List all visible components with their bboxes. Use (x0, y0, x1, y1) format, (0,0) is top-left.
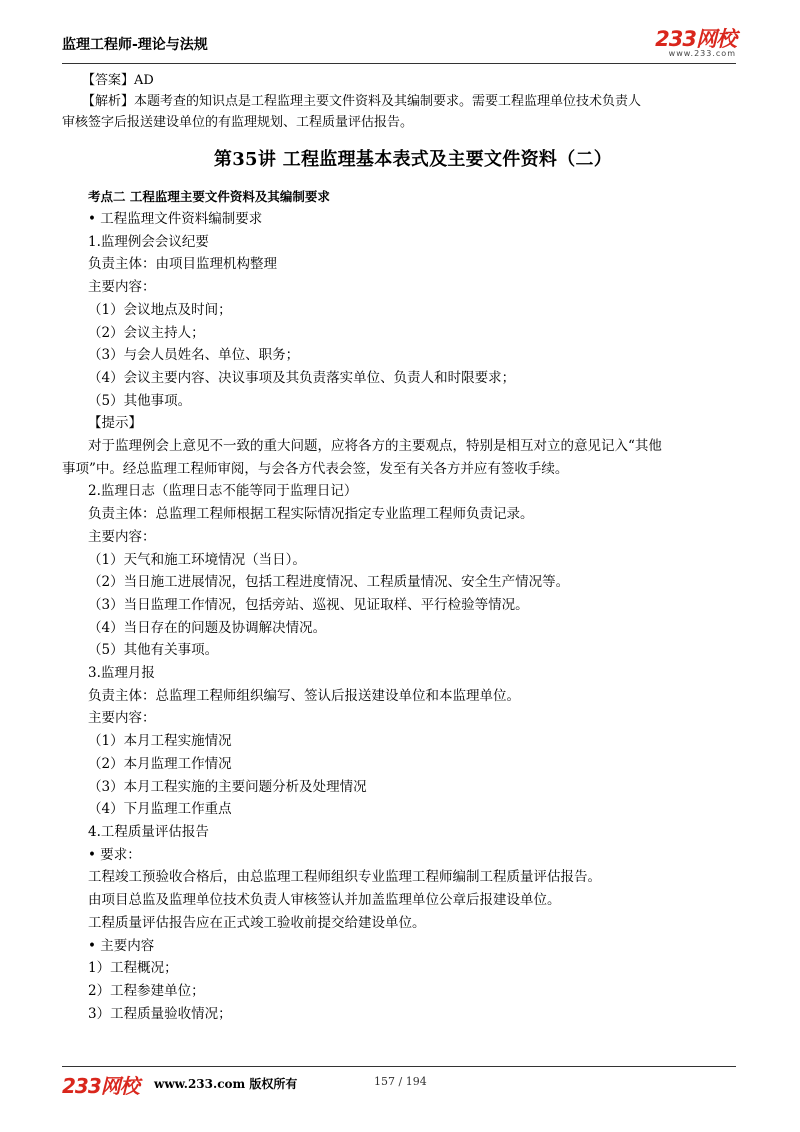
body-line: （2）本月监理工作情况 (88, 755, 232, 772)
body-line: （3）与会人员姓名、单位、职务； (88, 347, 300, 364)
body-line: 4.工程质量评估报告 (88, 823, 209, 840)
header-divider (62, 63, 736, 64)
body-line: （1）会议地点及时间； (88, 301, 232, 318)
body-line: • 要求： (88, 846, 141, 863)
body-line: 1.监理例会会议纪要 (88, 233, 209, 250)
body-line: （3）本月工程实施的主要问题分析及处理情况 (88, 778, 367, 795)
footer-copyright: www.233.com 版权所有 (154, 1077, 298, 1091)
chapter-title: 第35讲 工程监理基本表式及主要文件资料（二） (213, 149, 613, 170)
body-text (62, 208, 738, 1025)
body-line: （5）其他有关事项。 (88, 642, 219, 659)
body-line: （4）下月监理工作重点 (88, 801, 232, 818)
body-line: 主要内容： (88, 279, 156, 296)
header-title: 监理工程师-理论与法规 (62, 37, 208, 53)
logo-url: www.233.com (668, 49, 736, 58)
body-line: 主要内容： (88, 710, 156, 727)
tip-label: 【提示】 (88, 415, 142, 432)
page-header (62, 28, 736, 62)
footer-divider (62, 1066, 736, 1067)
analysis-line: 【解析】本题考查的知识点是工程监理主要文件资料及其编制要求。需要工程监理单位技术负责人 (82, 94, 642, 109)
body-line: （4）当日存在的问题及协调解决情况。 (88, 619, 327, 636)
body-line: （1）天气和施工环境情况（当日）。 (88, 551, 306, 568)
footer-logo[interactable]: 233网校 (62, 1074, 139, 1098)
body-line: 工程竣工预验收合格后，由总监理工程师组织专业监理工程师编制工程质量评估报告。 (88, 869, 601, 886)
body-line: 由项目总监及监理单位技术负责人审核签认并加盖监理单位公章后报建设单位。 (88, 892, 561, 909)
page-footer (62, 1070, 736, 1098)
section-heading: 考点二 工程监理主要文件资料及其编制要求 (88, 189, 330, 204)
body-line: 主要内容： (88, 528, 156, 545)
body-line: （3）当日监理工作情况，包括旁站、巡视、见证取样、平行检验等情况。 (88, 596, 529, 613)
body-line: （2）当日施工进展情况，包括工程进度情况、工程质量情况、安全生产情况等。 (88, 574, 570, 591)
brand-logo[interactable] (655, 28, 736, 58)
body-line: 3.监理月报 (88, 665, 155, 682)
body-line: 工程质量评估报告应在正式竣工验收前提交给建设单位。 (88, 914, 426, 931)
body-line: 2）工程参建单位； (88, 982, 205, 999)
body-line: （5）其他事项。 (88, 392, 192, 409)
tip-text: 对于监理例会上意见不一致的重大问题，应将各方的主要观点，特别是相互对立的意见记入“其他 (88, 438, 662, 455)
body-line: • 主要内容 (88, 937, 155, 954)
analysis-line-continued: 审核签字后报送建设单位的有监理规划、工程质量评估报告。 (62, 115, 414, 130)
body-line: 负责主体：总监理工程师组织编写、签认后报送建设单位和本监理单位。 (88, 687, 520, 704)
body-line: （4）会议主要内容、决议事项及其负责落实单位、负责人和时限要求； (88, 369, 516, 386)
body-line: （1）本月工程实施情况 (88, 733, 232, 750)
answer-block (62, 70, 738, 133)
body-line: • 工程监理文件资料编制要求 (88, 211, 263, 227)
body-line: 负责主体：总监理工程师根据工程实际情况指定专业监理工程师负责记录。 (88, 506, 534, 523)
body-line: 1）工程概况； (88, 960, 178, 977)
body-line: 2.监理日志（监理日志不能等同于监理日记） (88, 483, 358, 500)
body-line: 负责主体：由项目监理机构整理 (88, 256, 277, 273)
answer-line: 【答案】AD (82, 73, 154, 88)
body-line: （2）会议主持人； (88, 324, 205, 341)
page-number: 157 / 194 (374, 1075, 427, 1088)
tip-text-continued: 事项”中。经总监理工程师审阅，与会各方代表会签，发至有关各方并应有签收手续。 (62, 460, 569, 477)
page-content (62, 70, 738, 1025)
body-line: 3）工程质量验收情况； (88, 1005, 232, 1022)
logo-text: 233网校 (655, 27, 736, 51)
